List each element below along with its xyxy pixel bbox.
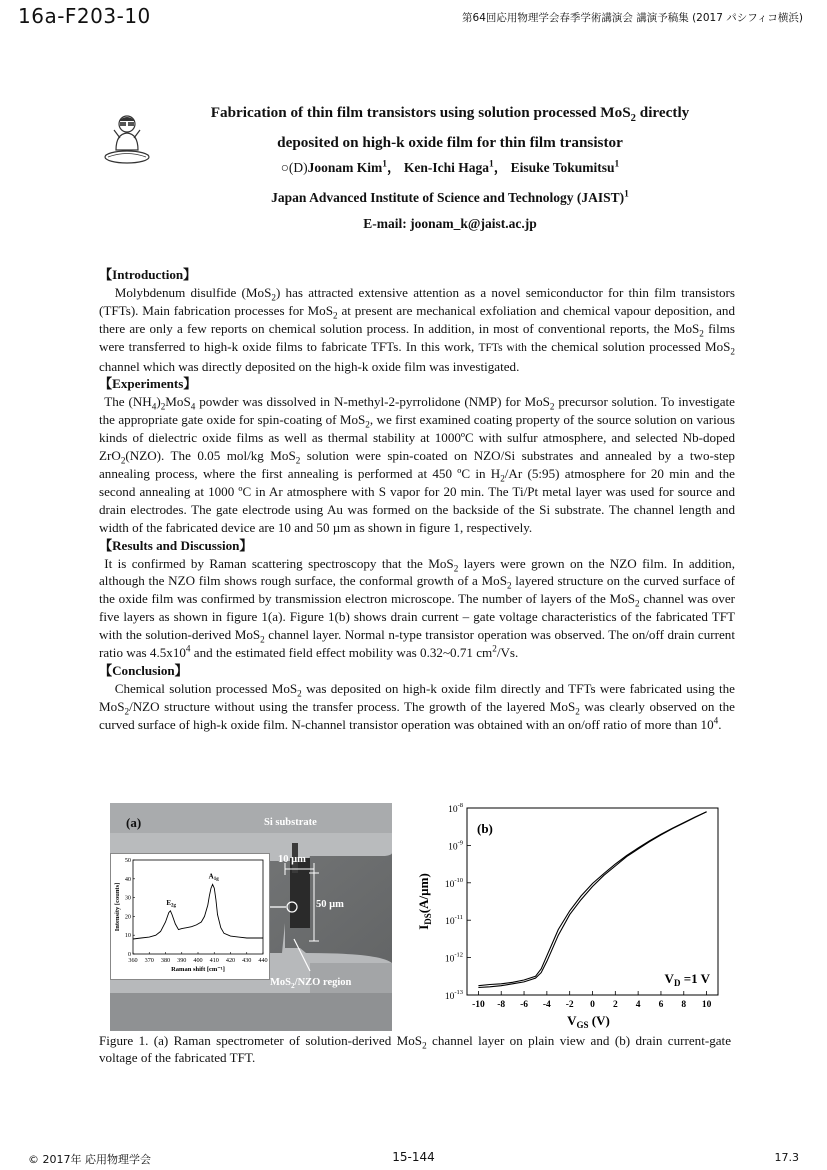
paper-title-line1: Fabrication of thin film transistors using solution processed MoS$_2$ directly [210,104,690,125]
idvg-y-tick-label: $10^{-12}$ [444,951,463,965]
channel-length-label: 10 µm [278,854,306,865]
body-text [99,266,735,734]
idvg-x-tick-label: -2 [565,1000,574,1010]
raman-y-tick-label: 40 [124,875,131,883]
idvg-y-tick-label: $10^{-13}$ [444,989,463,1002]
raman-x-tick-label: 360 [128,957,138,964]
conclusion-heading: 【Conclusion】 [99,662,188,678]
experiments-heading: 【Experiments】 [99,376,197,392]
raman-x-tick-label: 370 [144,957,154,964]
si-substrate-label: Si substrate [264,817,317,828]
raman-x-axis-label: Raman shift [cm⁻¹] [171,966,225,973]
idvg-frame [467,808,718,995]
idvg-x-tick-label: 0 [590,1000,595,1010]
raman-x-tick-label: 430 [242,957,252,964]
introduction-paragraph: Molybdenum disulfide (MoS$_2$) has attracted extensive attention as a novel semiconductor for thin film transistors (TFTs). Main fabrication processes for MoS$_2$ at present are mechanical exfoliation and chemical vapour deposition, and there are only a few reports on chemical solution process. In addition, in most of conventional reports, the MoS$_2$ films were transferred to high-k oxide films to fabricate TFTs. In this work, TFTs with the chemical solution processed MoS$_2$ channel which was directly deposited on the high-k oxide film was investigated. [99,284,735,374]
idvg-y-tick-label: $10^{-11}$ [445,914,463,928]
raman-y-tick-label: 10 [124,932,131,940]
raman-frame [133,860,263,954]
raman-series-line [133,884,263,939]
affiliation: Japan Advanced Institute of Science and Technology (JAIST)$^1$ [271,189,629,205]
introduction-heading: 【Introduction】 [99,267,197,282]
raman-x-tick-label: 410 [209,957,219,964]
figure-a-label: (a) [126,815,142,830]
conference-title: 第64回応用物理学会春季学術講演会 講演予稿集 (2017 パシフィコ横浜) [462,12,803,24]
results-heading: 【Results and Discussion】 [99,537,253,553]
idvg-x-axis-label: $V_{GS}$ (V) [567,1013,610,1030]
raman-peak-label: $A_{1g}$ [208,872,219,882]
idvg-series-line-2 [478,812,706,986]
figure-a-micrograph [110,803,392,1031]
idvg-x-tick-label: 6 [658,1000,664,1010]
idvg-y-axis-label: $I_{DS}(A/\mu m)$ [416,873,433,930]
figure-b-label: (b) [477,821,493,836]
vd-annotation: $V_D =1$ V [664,971,710,988]
raman-x-tick-label: 400 [193,957,203,964]
session-code: 16a-F203-10 [18,4,151,28]
idvg-x-tick-label: -6 [520,1000,529,1010]
footer-code: 17.3 [774,1151,799,1164]
raman-x-tick-label: 390 [177,957,187,964]
raman-x-tick-label: 380 [160,957,171,964]
idvg-x-tick-label: 2 [612,1000,618,1010]
idvg-x-tick-label: -8 [497,1000,506,1010]
paper-title-line2: deposited on high-k oxide film for thin film transistor [277,134,623,151]
mascot-illustration [102,110,152,166]
raman-y-tick-label: 50 [124,857,131,864]
footer-copyright: © 2017年 応用物理学会 [28,1153,151,1166]
raman-x-tick-label: 440 [258,957,268,964]
raman-x-tick-label: 420 [225,957,236,964]
idvg-x-tick-label: 8 [681,1000,687,1010]
idvg-y-tick-label: $10^{-9}$ [448,839,463,853]
conclusion-paragraph: Chemical solution processed MoS$_2$ was deposited on high-k oxide film directly and TFTs were fabricated using the MoS$_2$/NZO structure without using the transfer process. The growth of the layered MoS$_2$ was clearly observed on the curved surface of high-k oxide film. N-channel transistor operation was obtained with an on/off ratio of more than $10^4$. [99,680,735,732]
authors: ○(D)Joonam Kim$^1$， Ken-Ichi Haga$^1$， Eisuke Tokumitsu$^1$ [280,159,620,175]
experiments-paragraph: The $(NH_4)_2MoS_4$ powder was dissolved in N-methyl-2-pyrrolidone (NMP) for MoS$_2$ precursor solution. To investigate the appropriate gate oxide for spin-coating of MoS$_2$, we first examined coating property of the source solution on various kinds of dielectric oxide films as well as thermal stability at 1000ºC with sulfur atmosphere, and selected Nb-doped ZrO$_2$(NZO). The 0.05 mol/kg MoS$_2$ solution were spin-coated on NZO/Si substrates and annealed by a two-step annealing process, where the first annealing is performed at 450 ºC in $H_2/Ar$ (5:95) atmosphere for 20 min and the second annealing at 1000 ºC in Ar atmosphere with S vapor for 20 min. The Ti/Pt metal layer was used for source and drain electrodes. The gate electrode using Au was formed on the backside of the Si substrate. The channel length and width of the fabricated device are 10 and 50 µm as shown in figure 1, respectively. [99,394,735,535]
results-paragraph: It is confirmed by Raman scattering spectroscopy that the MoS$_2$ layers were grown on the NZO film. In addition, although the NZO film shows rough surface, the conformal growth of a MoS$_2$ layered structure on the curved surface of the oxide film was confirmed by transmission electron microscope. The number of layers of the MoS$_2$ channel was over five layers as shown in figure 1(a). Figure 1(b) shows drain current – gate voltage characteristics of the fabricated TFT with the solution-derived MoS$_2$ channel layer. Normal n-type transistor operation was observed. The on/off drain current ratio was $4.5x10^4$ and the estimated field effect mobility was 0.32~0.71 $cm^2/Vs$. [99,555,736,661]
figure-b-chart [404,802,734,1032]
idvg-y-tick-label: $10^{-8}$ [448,802,463,815]
idvg-series-line-1 [478,812,706,988]
raman-chart [111,854,269,979]
figure-caption: Figure 1. (a) Raman spectrometer of solution-derived MoS$_2$ channel layer on plain view and (b) drain current-gate voltage of the fabricated TFT. [99,1033,732,1066]
idvg-x-tick-label: -4 [542,1000,551,1010]
raman-y-tick-label: 20 [124,913,131,921]
idvg-chart [404,802,734,1032]
idvg-x-tick-label: 10 [701,1000,712,1010]
raman-peak-label: $E_{2g}$ [166,898,177,909]
mos2-region-label: MoS$_2$/NZO region [270,977,352,991]
idvg-x-tick-label: -10 [472,1000,485,1010]
raman-y-tick-label: 0 [127,951,131,958]
idvg-y-tick-label: $10^{-10}$ [444,876,463,890]
channel-width-label: 50 µm [316,899,344,910]
raman-y-tick-label: 30 [124,894,131,902]
email: E-mail: joonam_k@jaist.ac.jp [363,216,537,231]
raman-inset [110,853,270,980]
raman-y-axis-label: Intensity [counts] [114,882,121,932]
idvg-x-tick-label: 4 [635,1000,641,1010]
footer-page-number: 15-144 [392,1150,435,1164]
